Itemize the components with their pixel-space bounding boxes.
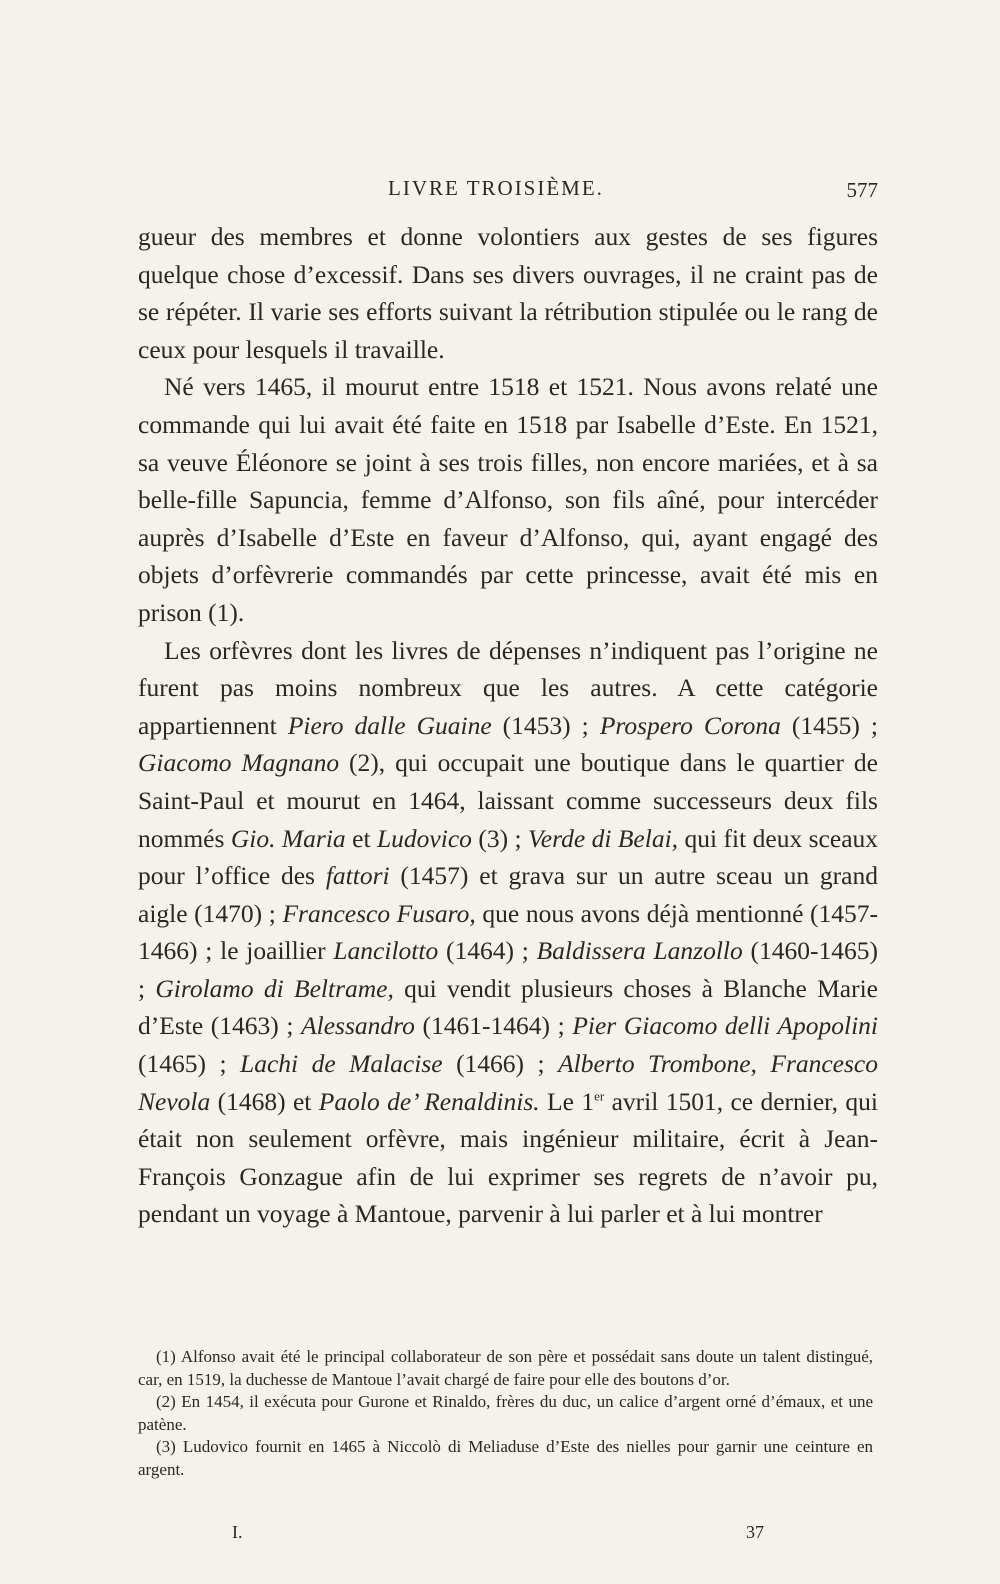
text-run: Né vers 1465, il mourut entre 1518 et 1521. Nous avons relaté une commande qui lui avait été faite en 1518 par Isabelle d’Este. En 1521, sa veuve Éléonore se joint à ses trois filles, non encore mariées, et à sa belle-fille Sapuncia, femme d’Alfonso, son fils aîné, pour intercéder auprès d’Isabelle d’Este en faveur d’Alfonso, qui, ayant engagé des objets d’orfèvrerie commandés par cette princesse, avait été mis en prison (1). [138, 372, 878, 627]
footnotes [138, 1346, 873, 1481]
text-run: qui fit deux sceaux pour l’office des [138, 823, 879, 891]
italic-name: Francesco Fusaro, [282, 898, 476, 928]
footnote: (3) Ludovico fournit en 1465 à Niccolò di Meliaduse d’Este des nielles pour garnir une ceinture en argent. [138, 1437, 873, 1479]
text-run: avril 1501, ce dernier, qui était non seulement orfèvre, mais ingénieur militaire, écrit à Jean-François Gonzague afin de lui exprimer ses regrets de n’avoir pu, pendant un voyage à Mantoue, parvenir à lui parler et à lui montrer [138, 1086, 878, 1229]
text-run: (1466) ; [442, 1049, 559, 1079]
text-run: Les orfèvres dont les livres de dépenses n’indiquent pas l’origine ne furent pas moins nombreux que les autres. A cette catégorie appartiennent [138, 635, 878, 740]
paragraph [138, 632, 878, 1234]
italic-name: Ludovico [376, 823, 472, 853]
italic-name: Giacomo Magnano [138, 748, 340, 778]
text-run: Le 1 [539, 1086, 595, 1116]
italic-name: Verde di Belai, [528, 823, 679, 853]
chapter-title: LIVRE TROISIÈME. [388, 176, 604, 200]
paragraph [138, 368, 878, 631]
text-run: (3) ; [471, 823, 529, 853]
paragraph [138, 218, 878, 368]
italic-name: Gio. Maria [230, 823, 346, 853]
text-run: (1460-1465) ; [138, 936, 878, 1003]
signature-mark: I. [232, 1522, 243, 1542]
italic-name: Alberto Trombone, Francesco Nevola [138, 1049, 878, 1116]
text-run: (1455) ; [780, 710, 878, 740]
text-run: (1453) ; [491, 710, 600, 740]
footnote: (2) En 1454, il exécuta pour Gurone et Rinaldo, frères du duc, un calice d’argent orné d’émaux, et une patène. [138, 1392, 873, 1434]
superscript: er [594, 1088, 605, 1104]
italic-name: Alessandro [301, 1011, 415, 1041]
text-run: (1464) ; [438, 936, 537, 966]
text-run: gueur des membres et donne volontiers aux gestes de ses figures quelque chose d’excessif. Dans ses divers ouvrages, il ne craint pas de se répéter. Il varie ses efforts suivant la rétribution stipulée ou le rang de ceux pour lesquels il travaille. [138, 222, 878, 364]
italic-name: Lachi de Malacise [240, 1049, 443, 1079]
text-run: (2), qui occupait une boutique dans le quartier de Saint-Paul et mourut en 1464, laissant comme successeurs deux fils nommés [138, 748, 878, 853]
text-run: (1457) et grava sur un autre sceau un grand aigle (1470) ; [138, 861, 878, 928]
italic-name: Prospero Corona [599, 710, 781, 740]
body-text [138, 218, 878, 1233]
text-run: et [345, 823, 377, 853]
italic-name: Pier Giacomo delli Apopolini [572, 1011, 878, 1041]
italic-name: Lancilotto [333, 936, 439, 966]
folio-mark: 37 [746, 1522, 764, 1542]
text-run: (1468) et [210, 1086, 319, 1116]
running-head [138, 176, 878, 206]
italic-name: Piero dalle Guaine [287, 710, 492, 740]
footnote: (1) Alfonso avait été le principal collaborateur de son père et possédait sans doute un talent distingué, car, en 1519, la duchesse de Mantoue l’avait chargé de faire pour elle des boutons d’or. [138, 1347, 873, 1389]
text-run: que nous avons déjà mentionné (1457-1466) ; le joaillier [138, 898, 879, 966]
text-run: qui vendit plusieurs choses à Blanche Marie d’Este (1463) ; [138, 973, 878, 1041]
text-run: (1461-1464) ; [414, 1011, 573, 1041]
italic-name: Girolamo di Beltrame, [155, 973, 394, 1003]
italic-name: fattori [325, 861, 390, 891]
italic-name: Baldissera Lanzollo [536, 936, 743, 966]
page-number: 577 [846, 178, 878, 202]
text-run: (1465) ; [138, 1049, 241, 1079]
italic-name: Paolo de’ Renaldinis. [318, 1086, 540, 1116]
